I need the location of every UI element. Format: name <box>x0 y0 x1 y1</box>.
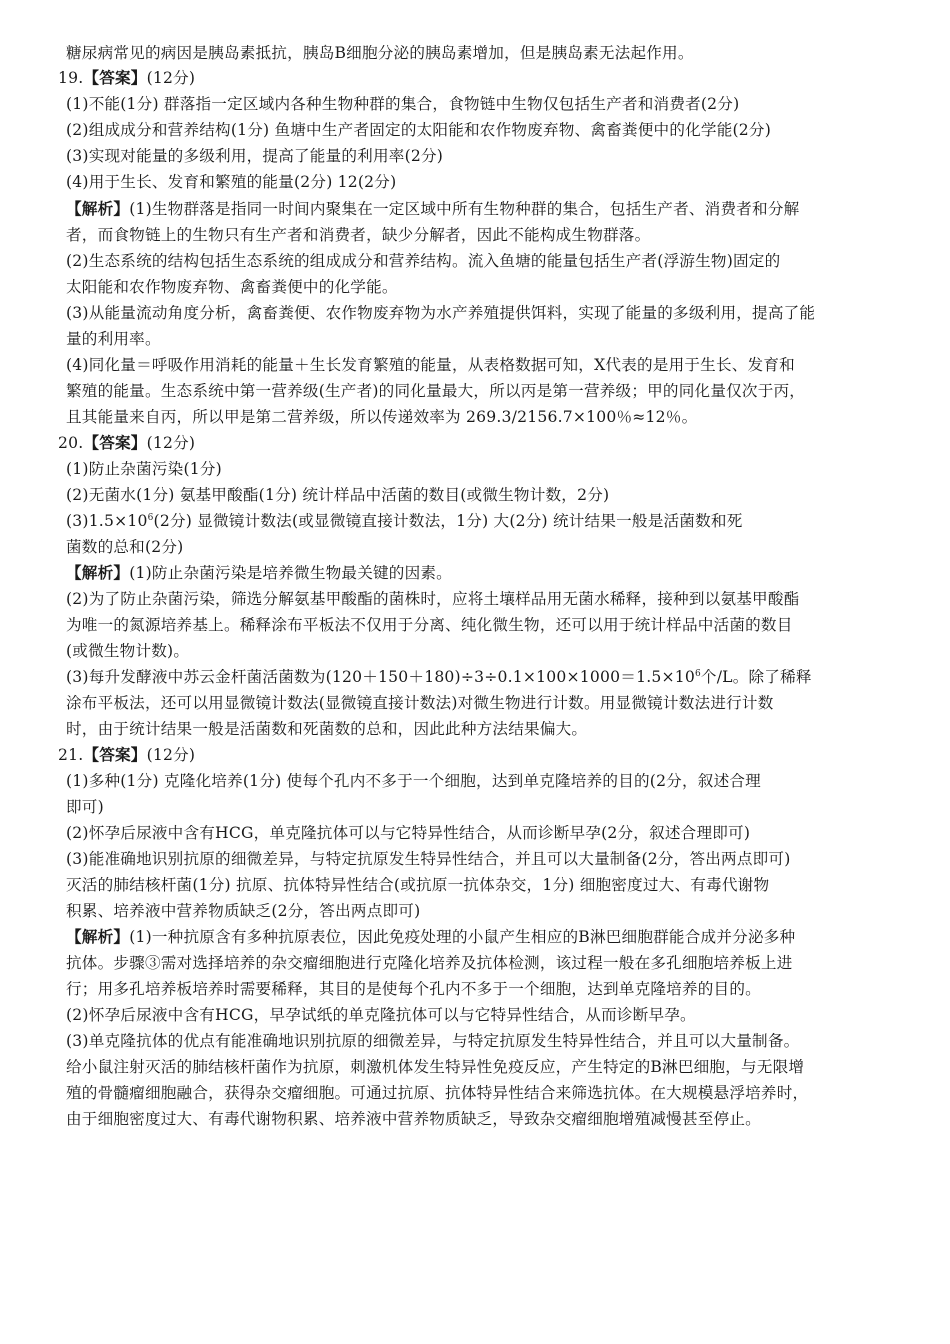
q20-answer-3b: 菌数的总和(2分) <box>66 538 184 556</box>
q20-analysis-text: (1)防止杂菌污染是培养微生物最关键的因素。 <box>129 564 452 582</box>
q21-answer-2: (2)怀孕后尿液中含有HCG，单克隆抗体可以与它特异性结合，从而诊断早孕(2分，叙述合理即可) <box>66 824 751 842</box>
q21-answer-3c: 积累、培养液中营养物质缺乏(2分，答出两点即可) <box>66 902 421 920</box>
q19-heading <box>58 67 195 89</box>
q19-analysis-tag: 【解析】 <box>66 200 130 218</box>
q19-analysis-3b: 量的利用率。 <box>66 330 161 348</box>
q19-answer-1: (1)不能(1分) 群落指一定区域内各种生物种群的集合，食物链中生物仅包括生产者和消费者(2分) <box>66 95 740 113</box>
q20-answer-1: (1)防止杂菌污染(1分) <box>66 460 222 478</box>
q19-answer-tag: 【答案】 <box>83 69 147 87</box>
q20-answer-3-base: (3)1.5×10 <box>66 512 148 530</box>
q21-analysis-3b: 给小鼠注射灭活的肺结核杆菌作为抗原，刺激机体发生特异性免疫反应，产生特定的B淋巴细胞，与无限增 <box>66 1058 805 1076</box>
q20-analysis-tag: 【解析】 <box>66 564 130 582</box>
q19-analysis-4c: 且其能量来自丙，所以甲是第二营养级，所以传递效率为 269.3/2156.7×100％≈12％。 <box>66 408 698 426</box>
q20-analysis-3-base: (3)每升发酵液中苏云金杆菌活菌数为(120＋150＋180)÷3÷0.1×100×1000＝1.5×10 <box>66 668 695 686</box>
q21-answer-3a: (3)能准确地识别抗原的细微差异，与特定抗原发生特异性结合，并且可以大量制备(2分，答出两点即可) <box>66 850 791 868</box>
q20-analysis-1 <box>66 562 452 584</box>
q21-answer-tag: 【答案】 <box>83 746 147 764</box>
q20-answer-3-rest: (2分) 显微镜计数法(或显微镜直接计数法，1分) 大(2分) 统计结果一般是活菌数和死 <box>153 512 743 530</box>
q21-analysis-tag: 【解析】 <box>66 928 130 946</box>
q20-heading <box>58 432 195 454</box>
q20-analysis-2b: 为唯一的氮源培养基上。稀释涂布平板法不仅用于分离、纯化微生物，还可以用于统计样品中活菌的数目 <box>66 616 793 634</box>
q21-analysis-3d: 由于细胞密度过大、有毒代谢物积累、培养液中营养物质缺乏，导致杂交瘤细胞增殖减慢甚至停止。 <box>66 1110 761 1128</box>
q20-analysis-3c: 时，由于统计结果一般是活菌数和死菌数的总和，因此此种方法结果偏大。 <box>66 720 588 738</box>
q19-answer-4: (4)用于生长、发育和繁殖的能量(2分) 12(2分) <box>66 173 397 191</box>
q19-analysis-2a: (2)生态系统的结构包括生态系统的组成成分和营养结构。流入鱼塘的能量包括生产者(浮游生物)固定的 <box>66 252 781 270</box>
q20-answer-2: (2)无菌水(1分) 氨基甲酸酯(1分) 统计样品中活菌的数目(或微生物计数，2分) <box>66 486 610 504</box>
q21-answer-1b: 即可) <box>66 798 104 816</box>
q20-analysis-3-exponent: 6 <box>694 669 701 679</box>
q19-answer-3: (3)实现对能量的多级利用，提高了能量的利用率(2分) <box>66 147 444 165</box>
q19-analysis-2b: 太阳能和农作物废弃物、禽畜粪便中的化学能。 <box>66 278 398 296</box>
q19-number: 19. <box>58 69 84 87</box>
q19-score: (12分) <box>146 69 196 87</box>
q20-answer-3-exponent: 6 <box>147 513 154 523</box>
q20-analysis-3-rest: 个/L。除了稀释 <box>700 668 812 686</box>
q21-analysis-3c: 殖的骨髓瘤细胞融合，获得杂交瘤细胞。可通过抗原、抗体特异性结合来筛选抗体。在大规模悬浮培养时， <box>66 1084 809 1102</box>
q20-score: (12分) <box>146 434 196 452</box>
q21-answer-1a: (1)多种(1分) 克隆化培养(1分) 使每个孔内不多于一个细胞，达到单克隆培养的目的(2分，叙述合理 <box>66 772 761 790</box>
q19-analysis-3a: (3)从能量流动角度分析，禽畜粪便、农作物废弃物为水产养殖提供饵料，实现了能量的多级利用，提高了能 <box>66 304 816 322</box>
q20-analysis-3b: 涂布平板法，还可以用显微镜计数法(显微镜直接计数法)对微生物进行计数。用显微镜计数法进行计数 <box>66 694 774 712</box>
intro-text: 糖尿病常见的病因是胰岛素抵抗，胰岛B细胞分泌的胰岛素增加，但是胰岛素无法起作用。 <box>66 44 694 62</box>
q21-answer-3b: 灭活的肺结核杆菌(1分) 抗原、抗体特异性结合(或抗原一抗体杂交，1分) 细胞密度过大、有毒代谢物 <box>66 876 770 894</box>
q21-analysis-text: (1)一种抗原含有多种抗原表位，因此免疫处理的小鼠产生相应的B淋巴细胞群能合成并分泌多种 <box>129 928 796 946</box>
q21-heading <box>58 744 195 766</box>
q21-analysis-2: (2)怀孕后尿液中含有HCG，早孕试纸的单克隆抗体可以与它特异性结合，从而诊断早孕。 <box>66 1006 696 1024</box>
q20-analysis-2a: (2)为了防止杂菌污染，筛选分解氨基甲酸酯的菌株时，应将土壤样品用无菌水稀释，接种到以氨基甲酸酯 <box>66 590 800 608</box>
q20-answer-tag: 【答案】 <box>83 434 147 452</box>
q21-analysis-3a: (3)单克隆抗体的优点有能准确地识别抗原的细微差异，与特定抗原发生特异性结合，并且可以大量制备。 <box>66 1032 800 1050</box>
q21-score: (12分) <box>146 746 196 764</box>
q19-analysis-4b: 繁殖的能量。生态系统中第一营养级(生产者)的同化量最大，所以丙是第一营养级；甲的同化量仅次于丙， <box>66 382 806 400</box>
q21-analysis-1a <box>66 926 795 948</box>
q20-analysis-2c: (或微生物计数)。 <box>66 642 190 660</box>
q19-analysis-1a <box>66 198 799 220</box>
q19-analysis-text: (1)生物群落是指同一时间内聚集在一定区域中所有生物种群的集合，包括生产者、消费者和分解 <box>129 200 800 218</box>
q21-number: 21. <box>58 746 84 764</box>
q20-answer-3a <box>66 510 742 532</box>
q20-analysis-3a <box>66 666 812 688</box>
q19-analysis-1b: 者，而食物链上的生物只有生产者和消费者，缺少分解者，因此不能构成生物群落。 <box>66 226 651 244</box>
q19-answer-2: (2)组成成分和营养结构(1分) 鱼塘中生产者固定的太阳能和农作物废弃物、禽畜粪便中的化学能(2分) <box>66 121 771 139</box>
q19-analysis-4a: (4)同化量＝呼吸作用消耗的能量＋生长发育繁殖的能量，从表格数据可知，X代表的是用于生长、发育和 <box>66 356 795 374</box>
q21-analysis-1c: 行；用多孔培养板培养时需要稀释，其目的是使每个孔内不多于一个细胞，达到单克隆培养的目的。 <box>66 980 761 998</box>
q20-number: 20. <box>58 434 84 452</box>
q21-analysis-1b: 抗体。步骤③需对选择培养的杂交瘤细胞进行克隆化培养及抗体检测，该过程一般在多孔细胞培养板上进 <box>66 954 793 972</box>
